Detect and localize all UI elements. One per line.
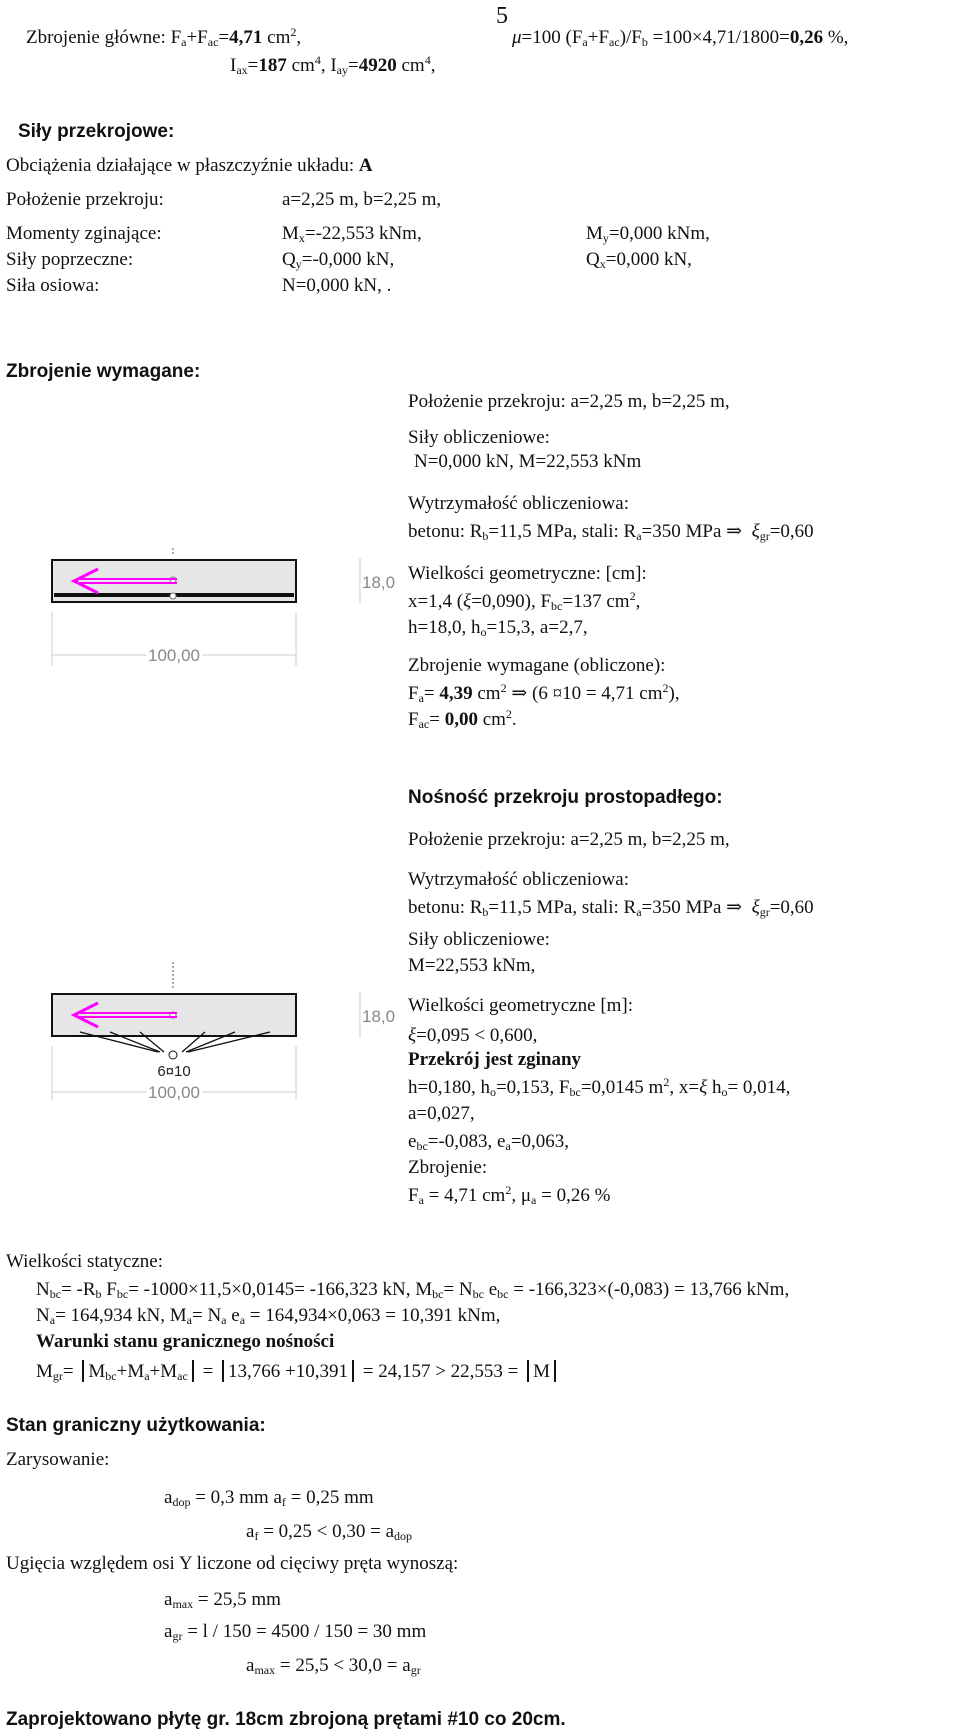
static-line2: $N_a= 164,934$ kN, $M_a= N_a$ $e_a = 164,934\times 0,063 = 10,391$ kNm, xyxy=(36,1305,501,1327)
req-strength-label: Wytrzymałość obliczeniowa: xyxy=(408,493,629,514)
crack-width-check: $a_f = 0,25 < 0,30 = a_{dop}$ xyxy=(246,1521,413,1543)
deflection-limit: $a_{gr} = l / 150 = 4500 / 150 = 30$ mm xyxy=(164,1621,427,1643)
cap-strength-label: Wytrzymałość obliczeniowa: xyxy=(408,869,629,890)
axial-force-value: N=0,000 kN, . xyxy=(282,275,392,296)
height-dimension: 18,0 xyxy=(362,573,396,592)
cracking-label: Zarysowanie: xyxy=(6,1449,110,1470)
capacity-header: Nośność przekroju prostopadłego: xyxy=(408,787,723,808)
cap-position: Położenie przekroju: a=2,25 m, b=2,25 m, xyxy=(408,829,730,850)
main-reinforcement-line: Zbrojenie główne: $F_a+F_{ac}=4,71$ $cm^2$, xyxy=(26,25,302,49)
req-position: Położenie przekroju: a=2,25 m, b=2,25 m, xyxy=(408,391,730,412)
req-strength-values: betonu: $R_b=11,5$ MPa, stali: $R_a=350$ MPa ⇒ $\xi_{gr}=0,60$ xyxy=(408,521,814,543)
cap-xi-line: ξ=0,095 < 0,600, xyxy=(408,1025,538,1046)
rebar-label-node xyxy=(169,1051,177,1059)
height-dimension: 18,0 xyxy=(362,1007,396,1026)
static-line1: $N_{bc}= -R_b$ $F_{bc}= -1000\times 11,5\times 0,0145= -166,323$ kN, $M_{bc}= N_{bc}$ $e_{bc} = -166,323\times(-0,083) = 13,766$ kNm, xyxy=(36,1279,790,1301)
serviceability-header: Stan graniczny użytkowania: xyxy=(6,1415,266,1436)
crack-width-limits: $a_{dop} = 0,3$ mm $a_f = 0,25$ mm xyxy=(164,1487,374,1509)
limit-state-inequality: $M_{gr}= M_{bc}+M_a+M_{ac} = 13,766 +10,391 = 24,157 > 22,553 = M$ xyxy=(36,1360,560,1382)
width-dimension: 100,00 xyxy=(148,646,200,665)
rebar-count-label: 6¤10 xyxy=(157,1063,191,1080)
req-geometry-label: Wielkości geometryczne: [cm]: xyxy=(408,563,647,584)
shear-forces-label: Siły poprzeczne: xyxy=(6,249,134,270)
cap-reinforcement-values: $F_a = 4,71$ $cm^2$, $\mu_a = 0,26$ % xyxy=(408,1183,611,1207)
required-reinforcement-header: Zbrojenie wymagane: xyxy=(6,361,201,382)
cap-forces-label: Siły obliczeniowe: xyxy=(408,929,550,950)
cap-reinforcement-label: Zbrojenie: xyxy=(408,1157,488,1178)
moment-my: $M_y=0,000$ kNm, xyxy=(586,223,710,245)
limit-state-conditions: Warunki stanu granicznego nośności xyxy=(36,1331,335,1352)
position-value: a=2,25 m, b=2,25 m, xyxy=(282,189,442,210)
req-geometry-line1: x=1,4 (ξ=0,090), $F_{bc}=137$ $cm^2$, xyxy=(408,589,641,613)
shear-qx: $Q_x=0,000$ kN, xyxy=(586,249,692,271)
page-number: 5 xyxy=(496,3,508,29)
req-geometry-line2: h=18,0, $h_o=15,3$, a=2,7, xyxy=(408,617,588,639)
cap-a-value: a=0,027, xyxy=(408,1103,475,1124)
moment-mx: $M_x=-22,553$ kNm, xyxy=(282,223,422,245)
cap-forces-value: M=22,553 kNm, xyxy=(408,955,536,976)
load-plane-line: Obciążenia działające w płaszczyźnie układu: A xyxy=(6,155,373,176)
deflection-check: $a_{max} = 25,5 < 30,0 = a_{gr}$ xyxy=(246,1655,421,1677)
req-forces-value: N=0,000 kN, M=22,553 kNm xyxy=(414,451,642,472)
width-dimension: 100,00 xyxy=(148,1083,200,1102)
cap-eccentricities: $e_{bc}=-0,083$, $e_a=0,063$, xyxy=(408,1131,570,1153)
deflection-max: $a_{max} = 25,5$ mm xyxy=(164,1589,281,1611)
cap-bent-statement: Przekrój jest zginany xyxy=(408,1049,582,1070)
cap-strength-values: betonu: $R_b=11,5$ MPa, stali: $R_a=350$ MPa ⇒ $\xi_{gr}=0,60$ xyxy=(408,897,814,919)
section-figure-capacity xyxy=(40,962,420,1112)
req-result-label: Zbrojenie wymagane (obliczone): xyxy=(408,655,666,676)
bending-moments-label: Momenty zginające: xyxy=(6,223,162,244)
centroid-dot-bottom xyxy=(170,593,176,599)
req-result-fac: $F_{ac}= 0,00$ $cm^2$. xyxy=(408,707,517,731)
section-figure-required xyxy=(40,548,420,673)
shear-qy: $Q_y=-0,000$ kN, xyxy=(282,249,395,271)
deflection-label: Ugięcia względem osi Y liczone od cięciwy pręta wynoszą: xyxy=(6,1553,459,1574)
section-forces-header: Siły przekrojowe: xyxy=(18,121,175,142)
design-conclusion: Zaprojektowano płytę gr. 18cm zbrojoną prętami #10 co 20cm. xyxy=(6,1709,566,1730)
moments-of-inertia: $I_{ax}=187$ $cm^4$, $I_{ay}=4920$ $cm^4$, xyxy=(230,53,436,77)
cap-geometry-label: Wielkości geometryczne [m]: xyxy=(408,995,634,1016)
position-label: Położenie przekroju: xyxy=(6,189,164,210)
req-result-fa: $F_a= 4,39$ $cm^2$ ⇒ (6 ¤10 = 4,71 $cm^2$), xyxy=(408,681,680,705)
cap-geometry-values: h=0,180, $h_o=0,153$, $F_{bc}=0,0145$ $m^2$, x=ξ $h_o= 0,014$, xyxy=(408,1075,791,1099)
reinforcement-ratio: μ=100 $(F_a+F_{ac})/F_b =100\times 4,71/1800=0,26$ %, xyxy=(512,27,849,49)
req-forces-label: Siły obliczeniowe: xyxy=(408,427,550,448)
static-quantities-label: Wielkości statyczne: xyxy=(6,1251,163,1272)
axial-force-label: Siła osiowa: xyxy=(6,275,100,296)
